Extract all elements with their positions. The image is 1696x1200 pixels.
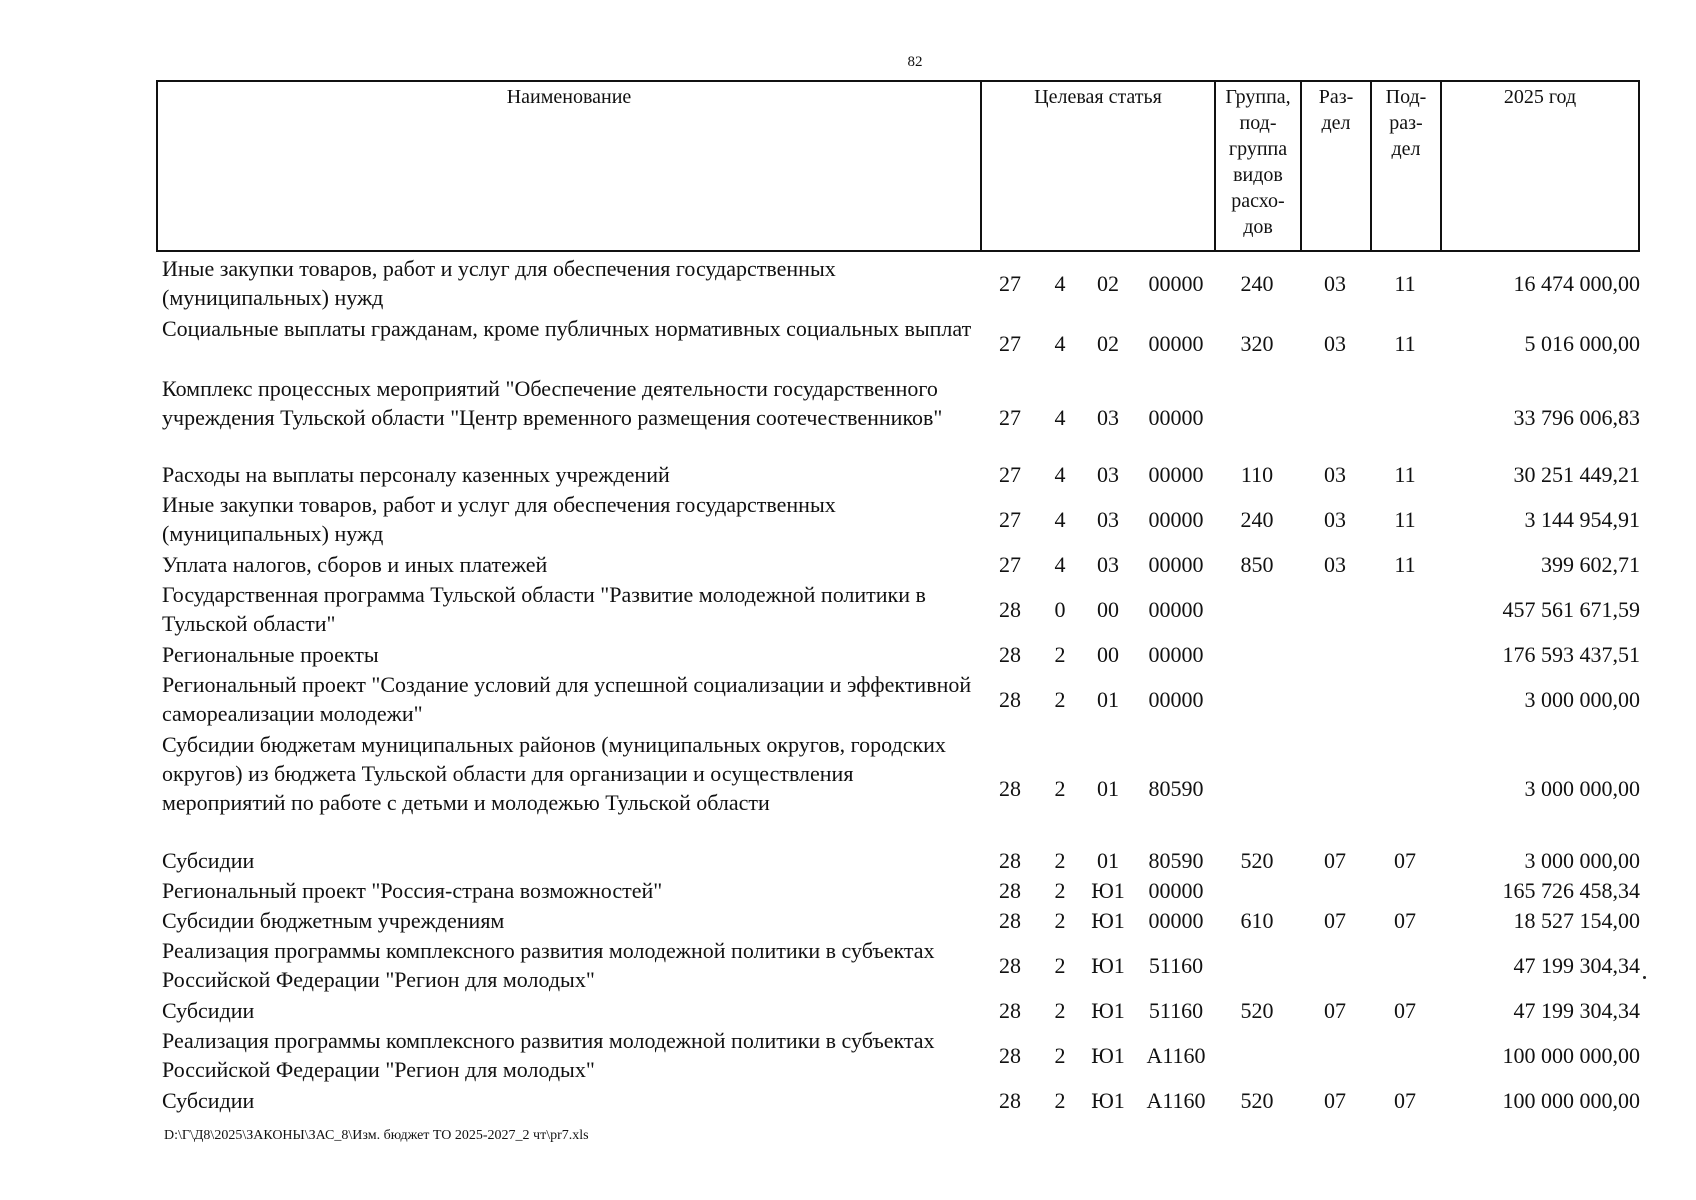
header-group: [1216, 82, 1302, 250]
row-name: Региональный проект "Россия-страна возможностей": [162, 878, 663, 903]
stray-mark: [1643, 976, 1646, 979]
header-name-label: Наименование: [506, 86, 632, 108]
row-cell-a: 27: [999, 506, 1021, 532]
row-name: Социальные выплаты гражданам, кроме публичных нормативных социальных выплат: [162, 316, 972, 341]
page-number: 82: [907, 54, 923, 70]
row-cell-d: 51160: [1148, 952, 1204, 978]
row-cell-c: 03: [1097, 405, 1119, 430]
row-cell-sec: 03: [1324, 506, 1346, 532]
row-name: Расходы на выплаты персоналу казенных учреждений: [162, 462, 670, 487]
row-cell-grp: 240: [1240, 506, 1274, 532]
table-row: [156, 670, 1640, 728]
header-subsection: [1372, 82, 1442, 250]
row-name: Комплекс процессных мероприятий "Обеспечение деятельности государственного учреждения Тульской области "Центр временного размещения соотечественников": [162, 376, 943, 430]
row-cell-c: 03: [1097, 552, 1119, 577]
row-name: Субсидии бюджетам муниципальных районов (муниципальных округов, городских округов) из бюджета Тульской области для организации и осуществления мероприятий по работе с детьми и молодежью Тульской области: [162, 732, 946, 815]
row-cell-grp: [1214, 374, 1300, 461]
table-row: [156, 640, 1640, 669]
header-group-line: дов: [1243, 216, 1273, 238]
row-cell-sec: 03: [1324, 330, 1346, 356]
row-cell-a: 28: [999, 642, 1021, 667]
row-cell-d: A1160: [1146, 1088, 1206, 1113]
row-cell-sub: 07: [1394, 1088, 1416, 1113]
table-row: [156, 460, 1640, 489]
row-cell-c: Ю1: [1091, 878, 1125, 903]
row-cell-grp: 520: [1240, 998, 1274, 1023]
row-cell-sec: 07: [1324, 998, 1346, 1023]
row-cell-b: 2: [1054, 848, 1066, 873]
row-cell-c: 02: [1097, 270, 1119, 296]
row-cell-d: 00000: [1148, 330, 1204, 356]
row-cell-a: 27: [999, 270, 1021, 296]
row-cell-c: 01: [1097, 686, 1119, 712]
row-cell-sec: 03: [1324, 552, 1346, 577]
row-cell-amount: 3 000 000,00: [1524, 848, 1640, 873]
table-row: [156, 996, 1640, 1025]
row-cell-d: 00000: [1148, 506, 1204, 532]
row-cell-sec: [1300, 876, 1370, 905]
header-year: [1442, 82, 1638, 250]
row-cell-sub: [1370, 580, 1440, 638]
table-row: [156, 876, 1640, 905]
row-cell-grp: [1214, 730, 1300, 846]
footer-file-path: D:\Г\Д8\2025\ЗАКОНЫ\ЗАС_8\Изм. бюджет ТО 2025-2027_2 чт\pr7.xls: [164, 1128, 589, 1143]
row-cell-b: 2: [1054, 1042, 1066, 1068]
row-cell-sub: [1370, 936, 1440, 994]
row-name: Иные закупки товаров, работ и услуг для обеспечения государственных (муниципальных) нужд: [162, 256, 836, 310]
row-cell-sec: [1300, 580, 1370, 638]
row-cell-amount: 3 000 000,00: [1524, 775, 1640, 801]
row-cell-a: 28: [999, 878, 1021, 903]
row-name: Иные закупки товаров, работ и услуг для обеспечения государственных (муниципальных) нужд: [162, 492, 836, 546]
row-cell-d: 00000: [1148, 878, 1204, 903]
row-cell-sub: 11: [1394, 330, 1416, 356]
row-cell-d: A1160: [1146, 1042, 1206, 1068]
table-row: [156, 1026, 1640, 1084]
row-cell-b: 4: [1054, 552, 1066, 577]
table-row: [156, 314, 1640, 372]
row-cell-amount: 3 144 954,91: [1524, 506, 1640, 532]
row-cell-amount: 33 796 006,83: [1513, 405, 1640, 430]
row-cell-a: 27: [999, 405, 1021, 430]
header-subsection-line: Под-: [1385, 86, 1427, 108]
row-cell-a: 28: [999, 952, 1021, 978]
table-row: [156, 906, 1640, 935]
header-target-label: Целевая статья: [1034, 86, 1162, 108]
row-cell-c: 00: [1097, 642, 1119, 667]
header-group-line: видов: [1233, 164, 1283, 186]
header-group-line: под-: [1239, 112, 1277, 134]
row-name: Региональный проект "Создание условий для успешной социализации и эффективной самореализации молодежи": [162, 672, 972, 726]
row-cell-grp: [1214, 876, 1300, 905]
row-cell-c: Ю1: [1091, 1042, 1125, 1068]
row-cell-a: 27: [999, 330, 1021, 356]
table-row: [156, 374, 1640, 461]
table-row: [156, 490, 1640, 548]
row-cell-grp: 110: [1240, 462, 1274, 487]
row-cell-sub: [1370, 730, 1440, 846]
row-name: Реализация программы комплексного развития молодежной политики в субъектах Российской Федерации "Регион для молодых": [162, 938, 935, 992]
row-cell-c: 02: [1097, 330, 1119, 356]
header-group-line: группа: [1228, 138, 1288, 160]
row-cell-grp: [1214, 936, 1300, 994]
header-subsection-line: дел: [1391, 138, 1421, 160]
row-cell-sub: 11: [1394, 462, 1416, 487]
row-cell-c: 01: [1097, 775, 1119, 801]
row-cell-amount: 16 474 000,00: [1513, 270, 1640, 296]
table-header: [156, 80, 1640, 252]
row-cell-grp: [1214, 1026, 1300, 1084]
row-cell-amount: 457 561 671,59: [1502, 596, 1640, 622]
table-row: [156, 580, 1640, 638]
row-cell-sec: [1300, 936, 1370, 994]
row-cell-sec: 03: [1324, 462, 1346, 487]
row-cell-sec: 07: [1324, 848, 1346, 873]
row-cell-a: 28: [999, 1042, 1021, 1068]
row-cell-amount: 100 000 000,00: [1502, 1088, 1640, 1113]
row-cell-amount: 100 000 000,00: [1502, 1042, 1640, 1068]
row-cell-sec: [1300, 374, 1370, 461]
row-cell-d: 00000: [1148, 642, 1204, 667]
row-cell-c: Ю1: [1091, 908, 1125, 933]
row-cell-sub: [1370, 876, 1440, 905]
table-row: [156, 1086, 1640, 1115]
row-cell-c: 03: [1097, 506, 1119, 532]
row-cell-b: 4: [1054, 506, 1066, 532]
row-cell-b: 2: [1054, 1088, 1066, 1113]
row-cell-sec: 07: [1324, 1088, 1346, 1113]
row-cell-sec: 03: [1324, 270, 1346, 296]
header-subsection-line: раз-: [1389, 112, 1423, 134]
row-cell-amount: 47 199 304,34: [1513, 952, 1640, 978]
row-name: Субсидии: [162, 998, 255, 1023]
row-cell-a: 27: [999, 552, 1021, 577]
row-cell-sub: [1370, 374, 1440, 461]
row-cell-a: 28: [999, 596, 1021, 622]
row-cell-c: Ю1: [1091, 998, 1125, 1023]
row-cell-sub: [1370, 1026, 1440, 1084]
row-cell-grp: 240: [1240, 270, 1274, 296]
row-name: Региональные проекты: [162, 642, 379, 667]
header-section-line: Раз-: [1318, 86, 1354, 108]
row-cell-grp: 850: [1240, 552, 1274, 577]
row-cell-c: Ю1: [1091, 952, 1125, 978]
header-target: [982, 82, 1216, 250]
row-cell-d: 00000: [1148, 686, 1204, 712]
row-cell-sub: 11: [1394, 506, 1416, 532]
row-cell-sec: [1300, 1026, 1370, 1084]
row-cell-d: 80590: [1148, 775, 1204, 801]
row-cell-c: Ю1: [1091, 1088, 1125, 1113]
row-cell-a: 28: [999, 848, 1021, 873]
row-cell-d: 00000: [1148, 552, 1204, 577]
row-cell-a: 28: [999, 1088, 1021, 1113]
row-cell-grp: 520: [1240, 848, 1274, 873]
header-name: [158, 82, 982, 250]
row-cell-amount: 18 527 154,00: [1513, 908, 1640, 933]
row-cell-amount: 47 199 304,34: [1513, 998, 1640, 1023]
row-cell-a: 28: [999, 775, 1021, 801]
row-cell-d: 80590: [1148, 848, 1204, 873]
row-cell-grp: [1214, 640, 1300, 669]
row-cell-c: 00: [1097, 596, 1119, 622]
row-cell-sub: [1370, 640, 1440, 669]
row-cell-b: 4: [1054, 330, 1066, 356]
row-cell-b: 2: [1054, 952, 1066, 978]
row-cell-d: 00000: [1148, 462, 1204, 487]
row-cell-amount: 176 593 437,51: [1502, 642, 1640, 667]
row-cell-sub: 07: [1394, 848, 1416, 873]
row-cell-grp: 610: [1240, 908, 1274, 933]
table-row: [156, 936, 1640, 994]
row-name: Государственная программа Тульской области "Развитие молодежной политики в Тульской области": [162, 582, 926, 636]
row-name: Уплата налогов, сборов и иных платежей: [162, 552, 548, 577]
row-cell-sub: 07: [1394, 908, 1416, 933]
row-cell-c: 03: [1097, 462, 1119, 487]
row-cell-amount: 3 000 000,00: [1524, 686, 1640, 712]
row-cell-a: 28: [999, 908, 1021, 933]
table-row: [156, 846, 1640, 875]
row-cell-b: 2: [1054, 775, 1066, 801]
header-group-line: расхо-: [1231, 190, 1285, 212]
header-section-line: дел: [1321, 112, 1351, 134]
row-cell-sec: [1300, 670, 1370, 728]
row-cell-sec: [1300, 640, 1370, 669]
row-name: Реализация программы комплексного развития молодежной политики в субъектах Российской Федерации "Регион для молодых": [162, 1028, 935, 1082]
row-cell-d: 00000: [1148, 405, 1204, 430]
row-cell-c: 01: [1097, 848, 1119, 873]
row-cell-grp: 320: [1240, 330, 1274, 356]
row-cell-b: 4: [1054, 405, 1066, 430]
row-cell-sub: 11: [1394, 552, 1416, 577]
row-cell-b: 2: [1054, 686, 1066, 712]
row-cell-b: 2: [1054, 908, 1066, 933]
row-cell-b: 4: [1054, 270, 1066, 296]
row-cell-b: 0: [1054, 596, 1066, 622]
row-cell-d: 00000: [1148, 270, 1204, 296]
row-cell-grp: [1214, 670, 1300, 728]
row-cell-grp: 520: [1240, 1088, 1274, 1113]
row-name: Субсидии: [162, 848, 255, 873]
row-cell-amount: 5 016 000,00: [1524, 330, 1640, 356]
row-cell-sec: [1300, 730, 1370, 846]
row-cell-sub: 11: [1394, 270, 1416, 296]
row-cell-amount: 399 602,71: [1541, 552, 1640, 577]
row-cell-amount: 30 251 449,21: [1513, 462, 1640, 487]
row-cell-a: 28: [999, 998, 1021, 1023]
row-cell-sec: 07: [1324, 908, 1346, 933]
row-cell-b: 2: [1054, 998, 1066, 1023]
row-cell-d: 00000: [1148, 596, 1204, 622]
row-cell-amount: 165 726 458,34: [1502, 878, 1640, 903]
table-row: [156, 730, 1640, 846]
row-cell-sub: [1370, 670, 1440, 728]
header-year-label: 2025 год: [1503, 86, 1577, 108]
row-cell-d: 51160: [1148, 998, 1204, 1023]
row-cell-b: 2: [1054, 878, 1066, 903]
row-cell-a: 28: [999, 686, 1021, 712]
row-name: Субсидии бюджетным учреждениям: [162, 908, 505, 933]
table-row: [156, 550, 1640, 579]
table-row: [156, 254, 1640, 312]
header-section: [1302, 82, 1372, 250]
row-cell-sub: 07: [1394, 998, 1416, 1023]
row-cell-d: 00000: [1148, 908, 1204, 933]
row-cell-a: 27: [999, 462, 1021, 487]
header-group-line: Группа,: [1225, 86, 1291, 108]
row-name: Субсидии: [162, 1088, 255, 1113]
row-cell-b: 4: [1054, 462, 1066, 487]
row-cell-grp: [1214, 580, 1300, 638]
row-cell-b: 2: [1054, 642, 1066, 667]
